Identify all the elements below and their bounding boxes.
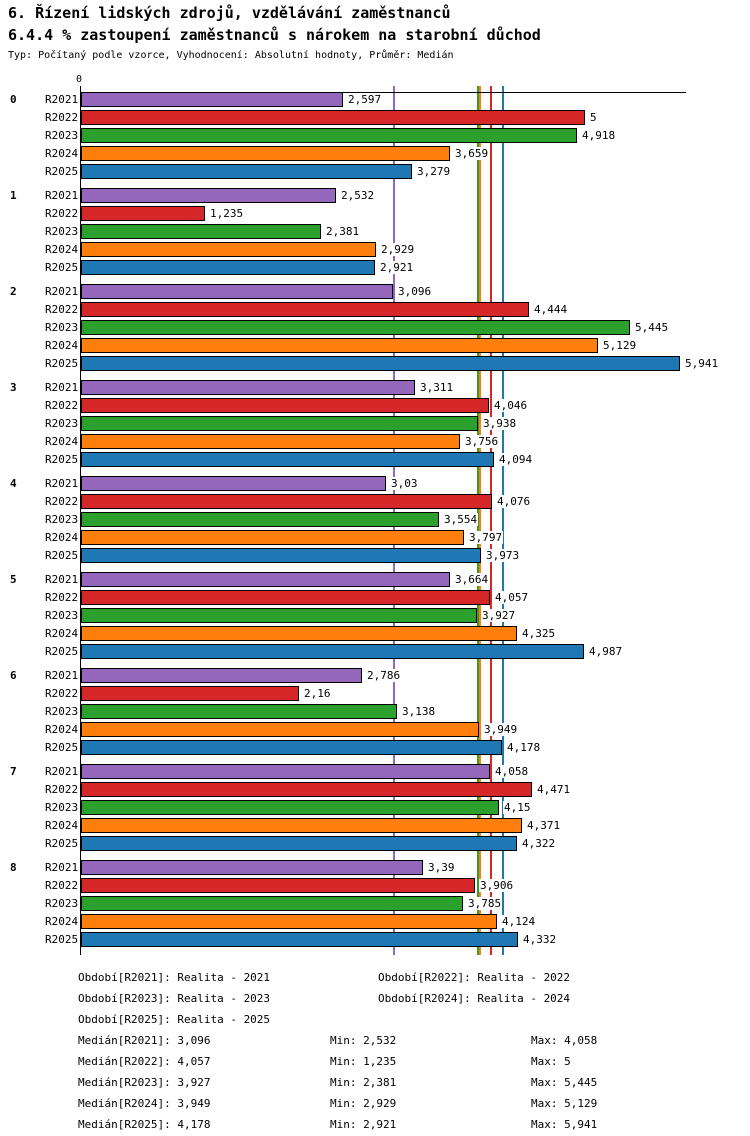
group-index-label: 1: [10, 189, 17, 202]
bar-r2024: [81, 530, 464, 545]
bar-r2023: [81, 512, 439, 527]
legend-item-r2023: Období[R2023]: Realita - 2023: [78, 992, 271, 1005]
bar-value-label: 3,39: [428, 861, 455, 874]
series-label: R2024: [45, 243, 79, 256]
series-label: R2025: [45, 357, 79, 370]
bar-row: [0, 530, 750, 548]
bar-value-label: 3,664: [455, 573, 489, 586]
series-label: R2021: [45, 669, 79, 682]
bar-row: [0, 818, 750, 836]
bar-row: [0, 686, 750, 704]
bar-value-label: 3,906: [480, 879, 514, 892]
bar-row: [0, 302, 750, 320]
bar-r2022: [81, 782, 532, 797]
bar-row: [0, 110, 750, 128]
series-label: R2022: [45, 207, 79, 220]
bar-row: [0, 878, 750, 896]
group-index-label: 6: [10, 669, 17, 682]
bar-value-label: 3,756: [465, 435, 499, 448]
bar-row: [0, 668, 750, 686]
bar-value-label: 3,554: [444, 513, 478, 526]
bar-value-label: 4,15: [504, 801, 531, 814]
group-index-label: 3: [10, 381, 17, 394]
bar-r2024: [81, 338, 598, 353]
bar-value-label: 3,03: [391, 477, 418, 490]
bar-row: [0, 548, 750, 566]
bar-row: [0, 722, 750, 740]
bar-row: [0, 704, 750, 722]
series-label: R2024: [45, 723, 79, 736]
bar-value-label: 4,325: [522, 627, 556, 640]
bar-value-label: 2,381: [326, 225, 360, 238]
series-label: R2024: [45, 147, 79, 160]
chart-subtitle: 6.4.4 % zastoupení zaměstnanců s nárokem na starobní důchod: [8, 26, 541, 44]
bar-value-label: 4,471: [537, 783, 571, 796]
bar-r2024: [81, 818, 522, 833]
bar-value-label: 3,311: [420, 381, 454, 394]
bar-chart: [0, 92, 750, 956]
bar-r2023: [81, 128, 577, 143]
bar-row: [0, 836, 750, 854]
bar-r2021: [81, 668, 362, 683]
bar-value-label: 3,973: [486, 549, 520, 562]
bar-r2023: [81, 896, 463, 911]
bar-row: [0, 932, 750, 950]
bar-r2025: [81, 164, 412, 179]
stat-min-r2024: Min: 2,929: [330, 1097, 397, 1110]
bar-r2022: [81, 398, 489, 413]
bar-row: [0, 206, 750, 224]
legend-item-r2021: Období[R2021]: Realita - 2021: [78, 971, 271, 984]
bar-value-label: 3,927: [482, 609, 516, 622]
bar-r2025: [81, 452, 494, 467]
bar-value-label: 2,532: [341, 189, 375, 202]
bar-row: [0, 764, 750, 782]
bar-row: [0, 494, 750, 512]
bar-value-label: 1,235: [210, 207, 244, 220]
bar-value-label: 4,124: [502, 915, 536, 928]
bar-row: [0, 320, 750, 338]
bar-value-label: 4,046: [494, 399, 528, 412]
series-label: R2022: [45, 783, 79, 796]
bar-r2022: [81, 494, 492, 509]
bar-value-label: 4,178: [507, 741, 541, 754]
bar-row: [0, 284, 750, 302]
bar-r2023: [81, 224, 321, 239]
bar-r2025: [81, 548, 481, 563]
bar-value-label: 3,138: [402, 705, 436, 718]
bar-group: [0, 476, 750, 566]
bar-r2024: [81, 146, 450, 161]
series-label: R2021: [45, 573, 79, 586]
bar-group: [0, 860, 750, 950]
legend-item-r2025: Období[R2025]: Realita - 2025: [78, 1013, 271, 1026]
bar-r2021: [81, 764, 490, 779]
bar-row: [0, 782, 750, 800]
bar-value-label: 3,797: [469, 531, 503, 544]
series-label: R2025: [45, 837, 79, 850]
stat-median-r2023: Medián[R2023]: 3,927: [78, 1076, 211, 1089]
bar-value-label: 4,057: [495, 591, 529, 604]
bar-r2021: [81, 284, 393, 299]
bar-r2023: [81, 320, 630, 335]
group-index-label: 8: [10, 861, 17, 874]
bar-r2025: [81, 356, 680, 371]
bar-group: [0, 380, 750, 470]
bar-row: [0, 434, 750, 452]
stat-min-r2023: Min: 2,381: [330, 1076, 397, 1089]
bar-value-label: 3,938: [483, 417, 517, 430]
bar-r2022: [81, 302, 529, 317]
series-label: R2023: [45, 897, 79, 910]
bar-r2021: [81, 92, 343, 107]
series-label: R2023: [45, 129, 79, 142]
stat-min-r2021: Min: 2,532: [330, 1034, 397, 1047]
bar-value-label: 3,096: [398, 285, 432, 298]
bar-value-label: 4,371: [527, 819, 561, 832]
series-label: R2024: [45, 531, 79, 544]
bar-row: [0, 338, 750, 356]
bar-value-label: 2,921: [380, 261, 414, 274]
series-label: R2022: [45, 591, 79, 604]
bar-row: [0, 416, 750, 434]
bar-row: [0, 398, 750, 416]
stat-min-r2022: Min: 1,235: [330, 1055, 397, 1068]
group-index-label: 0: [10, 93, 17, 106]
series-label: R2024: [45, 627, 79, 640]
bar-row: [0, 512, 750, 530]
x-axis-zero-tick-label: 0: [76, 74, 83, 85]
bar-r2024: [81, 434, 460, 449]
bar-value-label: 2,929: [381, 243, 415, 256]
bar-value-label: 3,279: [417, 165, 451, 178]
stat-max-r2021: Max: 4,058: [531, 1034, 598, 1047]
bar-r2021: [81, 476, 386, 491]
bar-value-label: 4,918: [582, 129, 616, 142]
bar-r2022: [81, 590, 490, 605]
stat-median-r2022: Medián[R2022]: 4,057: [78, 1055, 211, 1068]
bar-row: [0, 914, 750, 932]
bar-row: [0, 740, 750, 758]
bar-value-label: 4,987: [589, 645, 623, 658]
bar-r2025: [81, 260, 375, 275]
series-label: R2023: [45, 417, 79, 430]
bar-row: [0, 590, 750, 608]
bar-value-label: 5,129: [603, 339, 637, 352]
group-index-label: 2: [10, 285, 17, 298]
bar-row: [0, 572, 750, 590]
stat-median-r2024: Medián[R2024]: 3,949: [78, 1097, 211, 1110]
series-label: R2021: [45, 765, 79, 778]
series-label: R2021: [45, 285, 79, 298]
bar-row: [0, 188, 750, 206]
series-label: R2021: [45, 477, 79, 490]
bar-r2021: [81, 188, 336, 203]
bar-value-label: 3,659: [455, 147, 489, 160]
bar-row: [0, 380, 750, 398]
bar-row: [0, 164, 750, 182]
stat-median-r2021: Medián[R2021]: 3,096: [78, 1034, 211, 1047]
bar-value-label: 5: [590, 111, 597, 124]
bar-group: [0, 92, 750, 182]
bar-value-label: 4,332: [523, 933, 557, 946]
series-label: R2023: [45, 609, 79, 622]
series-label: R2023: [45, 801, 79, 814]
stat-max-r2024: Max: 5,129: [531, 1097, 598, 1110]
bar-value-label: 5,445: [635, 321, 669, 334]
series-label: R2021: [45, 189, 79, 202]
series-label: R2022: [45, 399, 79, 412]
series-label: R2025: [45, 165, 79, 178]
series-label: R2024: [45, 915, 79, 928]
series-label: R2022: [45, 879, 79, 892]
bar-group: [0, 764, 750, 854]
stat-max-r2023: Max: 5,445: [531, 1076, 598, 1089]
bar-r2025: [81, 836, 517, 851]
bar-r2021: [81, 572, 450, 587]
bar-r2022: [81, 110, 585, 125]
series-label: R2025: [45, 549, 79, 562]
legend-item-r2022: Období[R2022]: Realita - 2022: [378, 971, 571, 984]
series-label: R2023: [45, 225, 79, 238]
page-title: 6. Řízení lidských zdrojů, vzdělávání zaměstnanců: [8, 4, 451, 22]
series-label: R2023: [45, 705, 79, 718]
bar-row: [0, 260, 750, 278]
bar-row: [0, 644, 750, 662]
stat-min-r2025: Min: 2,921: [330, 1118, 397, 1131]
chart-meta-line: Typ: Počítaný podle vzorce, Vyhodnocení: Absolutní hodnoty, Průměr: Medián: [8, 50, 454, 61]
series-label: R2021: [45, 861, 79, 874]
series-label: R2021: [45, 93, 79, 106]
bar-row: [0, 608, 750, 626]
group-index-label: 7: [10, 765, 17, 778]
series-label: R2025: [45, 453, 79, 466]
bar-row: [0, 356, 750, 374]
series-label: R2024: [45, 819, 79, 832]
bar-row: [0, 92, 750, 110]
stat-median-r2025: Medián[R2025]: 4,178: [78, 1118, 211, 1131]
group-index-label: 5: [10, 573, 17, 586]
bar-r2022: [81, 878, 475, 893]
series-label: R2022: [45, 303, 79, 316]
bar-r2022: [81, 686, 299, 701]
bar-r2021: [81, 860, 423, 875]
series-label: R2025: [45, 261, 79, 274]
bar-group: [0, 188, 750, 278]
stat-max-r2025: Max: 5,941: [531, 1118, 598, 1131]
bar-r2021: [81, 380, 415, 395]
bar-r2024: [81, 242, 376, 257]
bar-value-label: 3,949: [484, 723, 518, 736]
bar-r2025: [81, 932, 518, 947]
bar-value-label: 4,444: [534, 303, 568, 316]
series-label: R2025: [45, 645, 79, 658]
bar-group: [0, 668, 750, 758]
series-label: R2022: [45, 687, 79, 700]
bar-row: [0, 476, 750, 494]
bar-r2023: [81, 416, 478, 431]
bar-r2023: [81, 608, 477, 623]
series-label: R2022: [45, 111, 79, 124]
bar-r2023: [81, 800, 499, 815]
series-label: R2022: [45, 495, 79, 508]
bar-row: [0, 800, 750, 818]
group-index-label: 4: [10, 477, 17, 490]
bar-value-label: 4,322: [522, 837, 556, 850]
bar-row: [0, 146, 750, 164]
bar-r2023: [81, 704, 397, 719]
bar-row: [0, 896, 750, 914]
bar-group: [0, 284, 750, 374]
bar-group: [0, 572, 750, 662]
series-label: R2023: [45, 321, 79, 334]
bar-row: [0, 242, 750, 260]
series-label: R2024: [45, 339, 79, 352]
bar-value-label: 3,785: [468, 897, 502, 910]
bar-row: [0, 128, 750, 146]
series-label: R2025: [45, 933, 79, 946]
bar-value-label: 4,094: [499, 453, 533, 466]
bar-r2024: [81, 914, 497, 929]
bar-value-label: 5,941: [685, 357, 719, 370]
series-label: R2023: [45, 513, 79, 526]
bar-value-label: 2,597: [348, 93, 382, 106]
bar-r2025: [81, 740, 502, 755]
bar-value-label: 4,058: [495, 765, 529, 778]
bar-r2024: [81, 626, 517, 641]
stat-max-r2022: Max: 5: [531, 1055, 571, 1068]
bar-row: [0, 626, 750, 644]
bar-row: [0, 452, 750, 470]
bar-value-label: 4,076: [497, 495, 531, 508]
series-label: R2024: [45, 435, 79, 448]
bar-row: [0, 860, 750, 878]
series-label: R2025: [45, 741, 79, 754]
bar-row: [0, 224, 750, 242]
bar-r2022: [81, 206, 205, 221]
bar-r2025: [81, 644, 584, 659]
bar-value-label: 2,16: [304, 687, 331, 700]
bar-r2024: [81, 722, 479, 737]
series-label: R2021: [45, 381, 79, 394]
legend-item-r2024: Období[R2024]: Realita - 2024: [378, 992, 571, 1005]
bar-value-label: 2,786: [367, 669, 401, 682]
